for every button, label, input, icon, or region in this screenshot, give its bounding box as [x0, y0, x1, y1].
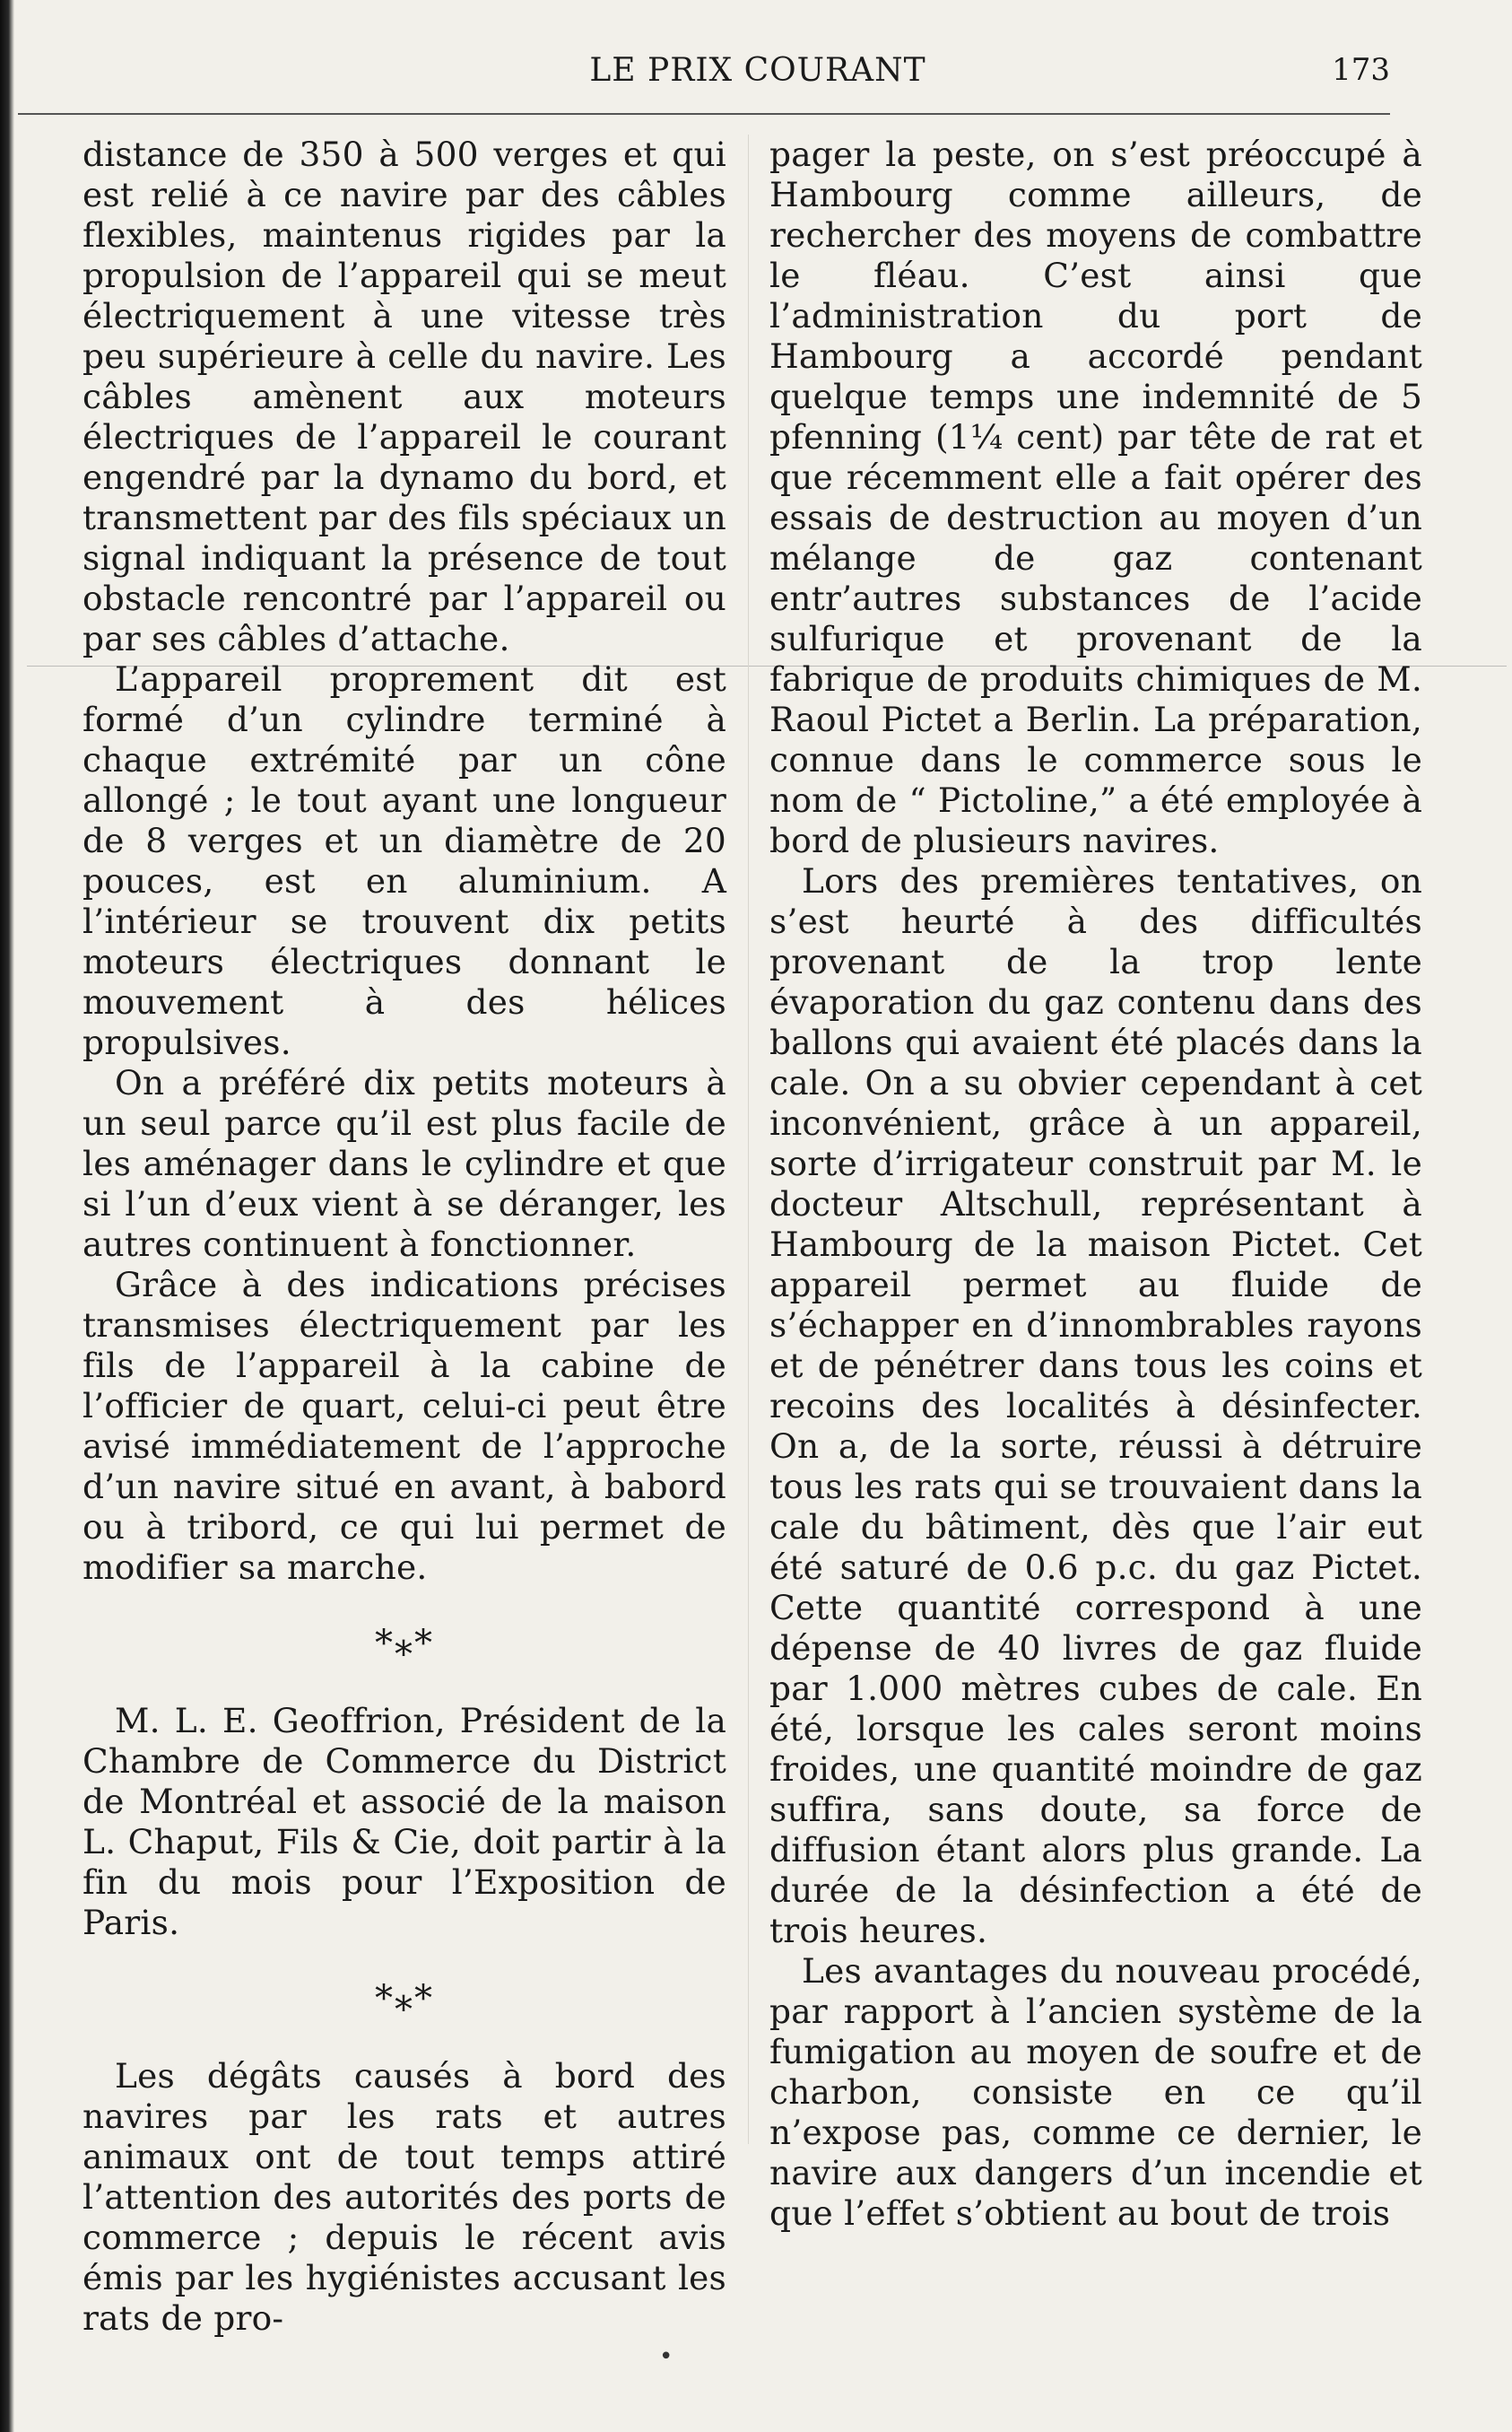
- page-binding-edge: [0, 0, 14, 2432]
- paragraph-cable-device: distance de 350 à 500 verges et qui est relié à ce navire par des câbles flexibles, maintenus rigides par la propulsion de l’appareil qui se meut électriquement à une vitesse très peu supérieure à celle du navire. Les câbles amènent aux moteurs électriques de l’appareil le courant engendré par la dynamo du bord, et transmettent par des fils spéciaux un signal indiquant la présence de tout obstacle rencontré par l’appareil ou par ses câbles d’attache.: [83, 135, 726, 658]
- paragraph-first-attempts: Lors des premières tentatives, on s’est heurté à des difficultés provenant de la trop lente évaporation du gaz contenu dans des ballons qui avaient été placés dans la cale. On a su obvier cependant à cet inconvénient, grâce à un appareil, sorte d’irrigateur construit par M. le docteur Altschull, représentant à Hambourg de la maison Pictet. Cet appareil permet au fluide de s’échapper en d’innombrables rayons et de pénétrer dans tous les coins et recoins des localités à désinfecter. On a, de la sorte, réussi à détruire tous les rats qui se trouvaient dans la cale du bâtiment, dès que l’air eut été saturé de 0.6 p.c. du gaz Pictet. Cette quantité correspond à une dépense de 40 livres de gaz fluide par 1.000 mètres cubes de cale. En été, lorsque les cales seront moins froides, une quantité moindre de gaz suffira, sans doute, sa force de diffusion étant alors plus grande. La durée de la désinfection a été de trois heures.: [769, 861, 1422, 1950]
- paragraph-geoffrion: M. L. E. Geoffrion, Président de la Chambre de Commerce du District de Montréal et associé de la maison L. Chaput, Fils & Cie, doit partir à la fin du mois pour l’Exposition de Paris.: [83, 1701, 726, 1942]
- section-separator: *⁎*: [375, 1623, 434, 1664]
- section-separator: *⁎*: [375, 1978, 434, 2019]
- right-column: [769, 135, 1422, 2234]
- left-column: [83, 135, 726, 2339]
- paragraph-advantages: Les avantages du nouveau procédé, par rapport à l’ancien système de la fumigation au moyen de soufre et de charbon, consiste en ce qu’il n’expose pas, comme ce dernier, le navire aux dangers d’un incendie et que l’effet s’obtient au bout de trois: [769, 1951, 1422, 2233]
- page-header: [27, 52, 1489, 106]
- paragraph-hamburg-plague: pager la peste, on s’est préoccupé à Hambourg comme ailleurs, de rechercher des moyens de combattre le fléau. C’est ainsi que l’administration du port de Hambourg a accordé pendant quelque temps une indemnité de 5 pfenning (1¼ cent) par tête de rat et que récemment elle a fait opérer des essais de destruction au moyen d’un mélange de gaz contenant entr’autres substances de l’acide sulfurique et provenant de la fabrique de produits chimiques de M. Raoul Pictet a Berlin. La préparation, connue dans le commerce sous le nom de “ Pictoline,” a été employée à bord de plusieurs navires.: [769, 135, 1422, 860]
- column-divider: [748, 135, 749, 2144]
- print-speck: •: [659, 2343, 673, 2370]
- header-rule: [18, 113, 1390, 115]
- paragraph-electric-indications: Grâce à des indications précises transmises électriquement par les fils de l’appareil à la cabine de l’officier de quart, celui-ci peut être avisé immédiatement de l’approche d’un navire situé en avant, à babord ou à tribord, ce qui lui permet de modifier sa marche.: [83, 1265, 726, 1587]
- paragraph-ten-motors: On a préféré dix petits moteurs à un seul parce qu’il est plus facile de les aménager dans le cylindre et que si l’un d’eux vient à se déranger, les autres continuent à fonctionner.: [83, 1063, 726, 1264]
- paragraph-apparatus-description: L’appareil proprement dit est formé d’un cylindre terminé à chaque extrémité par un cône allongé ; le tout ayant une longueur de 8 verges et un diamètre de 20 pouces, est en aluminium. A l’intérieur se trouvent dix petits moteurs électriques donnant le mouvement à des hélices propulsives.: [83, 659, 726, 1062]
- paragraph-ship-rats: Les dégâts causés à bord des navires par les rats et autres animaux ont de tout temps attiré l’attention des autorités des ports de commerce ; depuis le récent avis émis par les hygiénistes accusant les rats de pro-: [83, 2056, 726, 2338]
- page-number: 173: [1332, 52, 1390, 88]
- running-title: LE PRIX COURANT: [589, 52, 926, 89]
